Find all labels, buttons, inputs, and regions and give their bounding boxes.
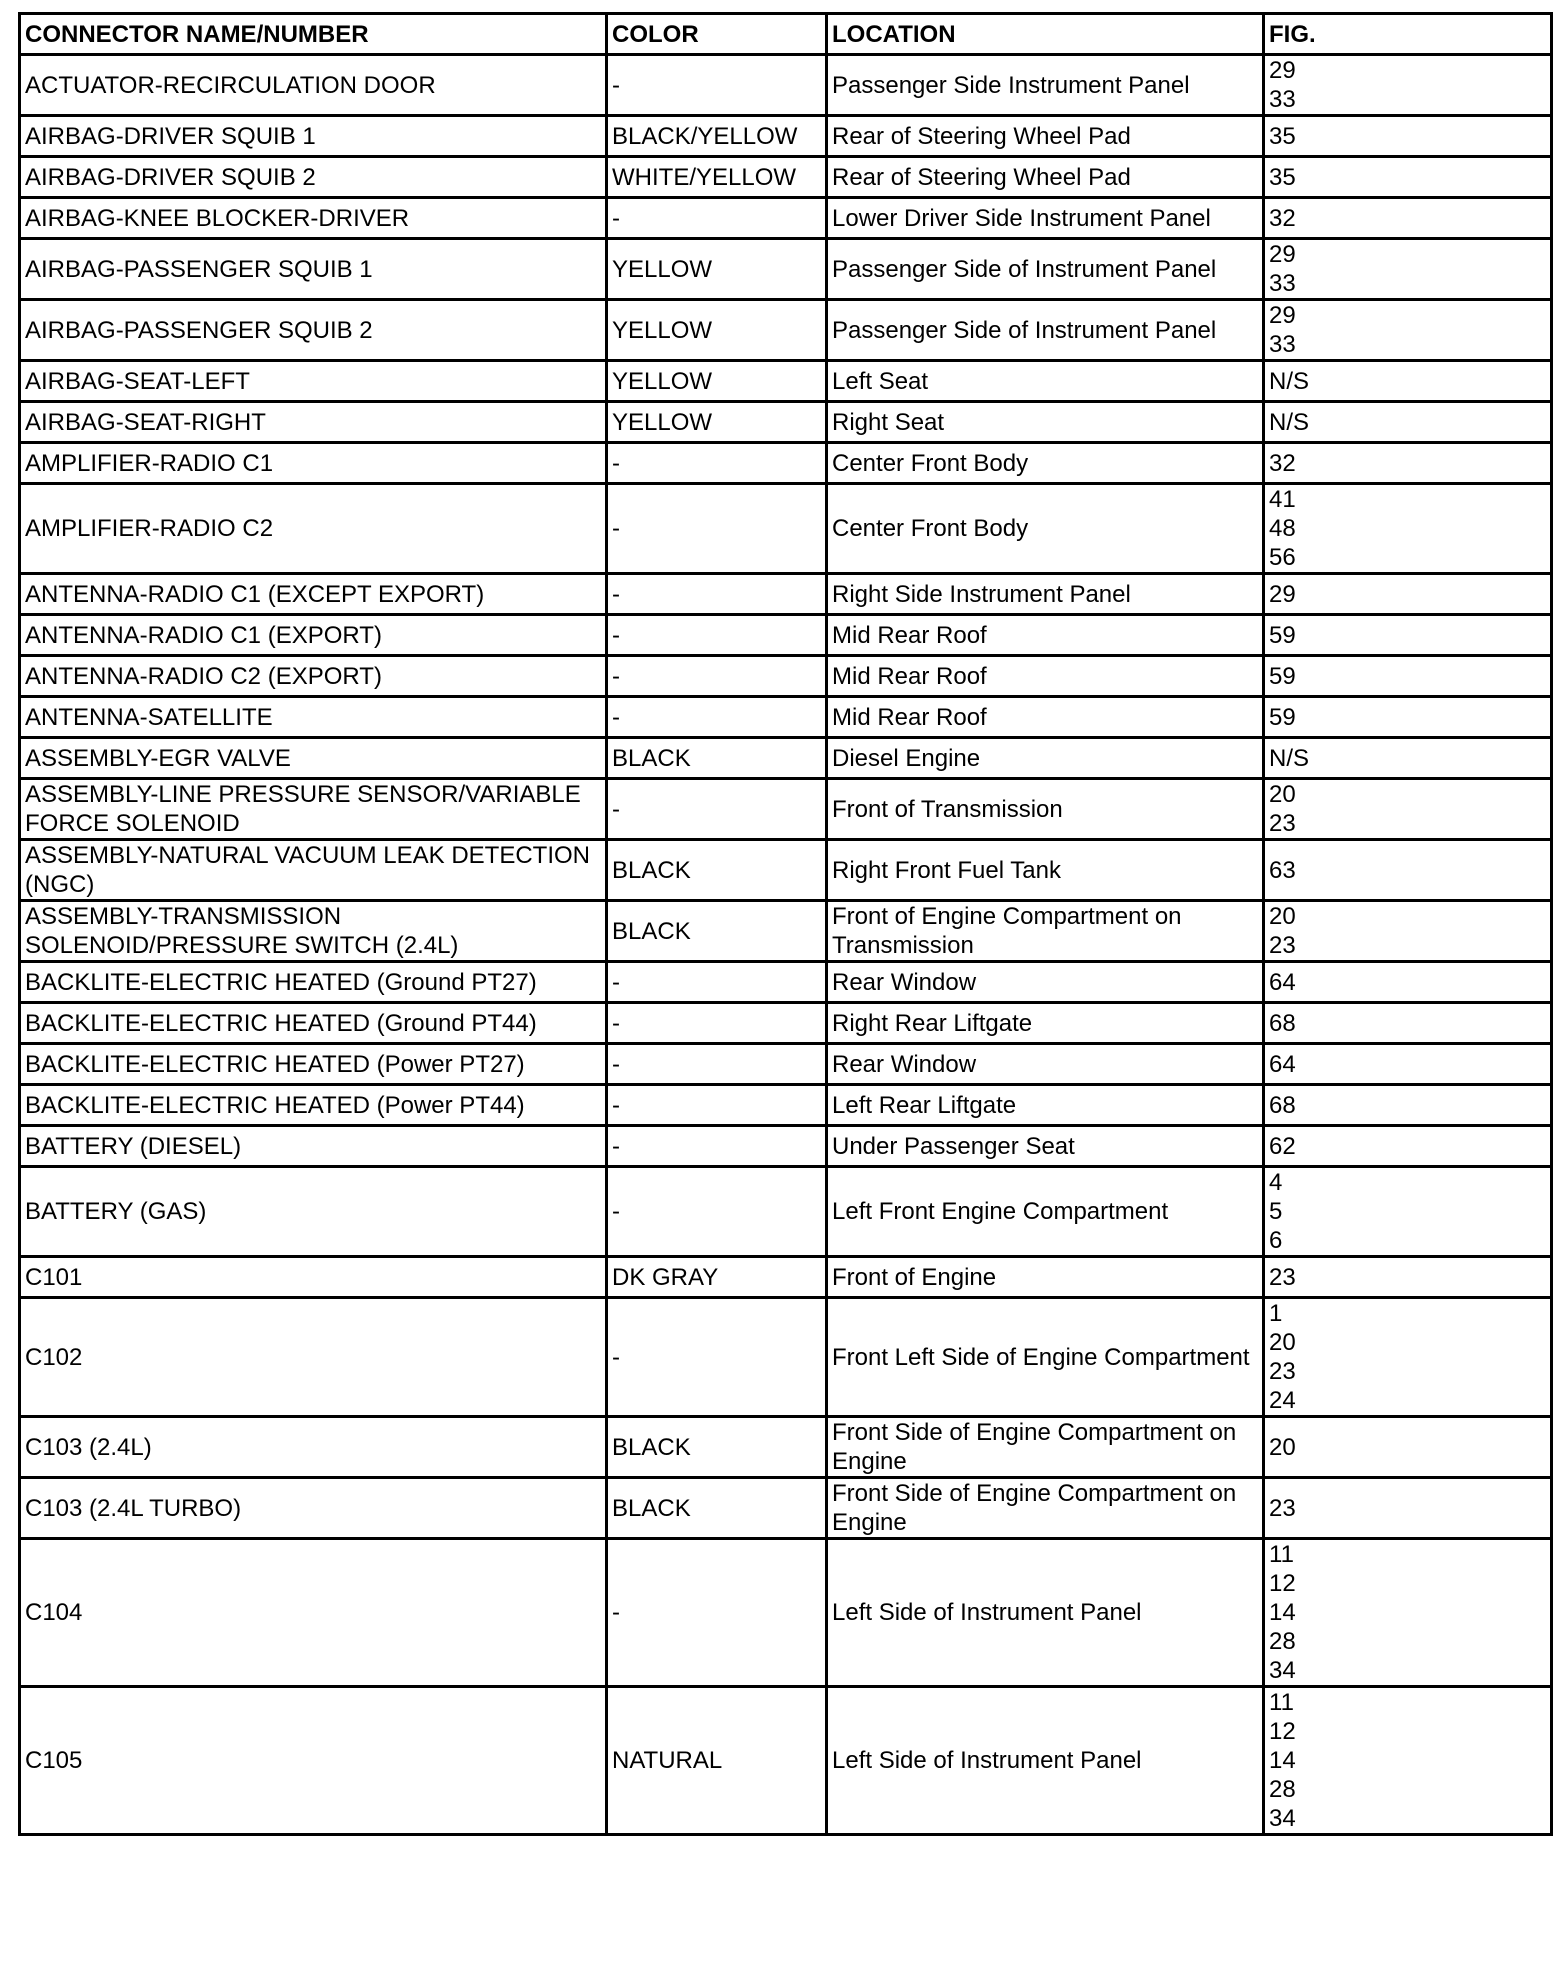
table-row	[20, 1539, 1552, 1687]
fig-cell	[1264, 198, 1552, 239]
fig-number: 12	[1269, 1718, 1296, 1745]
fig-number: 63	[1269, 856, 1296, 884]
connector-name-cell: ASSEMBLY-LINE PRESSURE SENSOR/VARIABLE FORCE SOLENOID	[20, 779, 607, 840]
header-connector-name: CONNECTOR NAME/NUMBER	[20, 14, 607, 55]
header-row	[20, 14, 1552, 55]
table-row	[20, 615, 1552, 656]
table-row	[20, 1298, 1552, 1417]
location-cell: Left Seat	[827, 361, 1264, 402]
table-row	[20, 443, 1552, 484]
fig-number: 34	[1269, 1657, 1296, 1684]
fig-number: 64	[1269, 1050, 1296, 1078]
table-body	[20, 55, 1552, 1835]
color-cell: YELLOW	[607, 239, 827, 300]
fig-number: 23	[1269, 932, 1296, 959]
fig-number: 59	[1269, 662, 1296, 690]
fig-number: N/S	[1269, 744, 1310, 772]
location-cell: Left Front Engine Compartment	[827, 1167, 1264, 1257]
fig-number: 24	[1269, 1387, 1296, 1414]
color-cell: BLACK/YELLOW	[607, 116, 827, 157]
fig-number: 23	[1269, 810, 1296, 837]
fig-number: 32	[1269, 204, 1296, 232]
location-cell: Left Rear Liftgate	[827, 1085, 1264, 1126]
connector-name-cell: AMPLIFIER-RADIO C2	[20, 484, 607, 574]
connector-name-cell: AIRBAG-KNEE BLOCKER-DRIVER	[20, 198, 607, 239]
connector-name-cell: C105	[20, 1687, 607, 1835]
table-row	[20, 840, 1552, 901]
connector-name-cell: AIRBAG-DRIVER SQUIB 2	[20, 157, 607, 198]
fig-number: 20	[1269, 1329, 1296, 1356]
table-row	[20, 1417, 1552, 1478]
fig-cell	[1264, 901, 1552, 962]
connector-name-cell: AIRBAG-DRIVER SQUIB 1	[20, 116, 607, 157]
fig-number: 29	[1269, 580, 1296, 608]
color-cell: -	[607, 1044, 827, 1085]
location-cell: Front of Engine Compartment on Transmission	[827, 901, 1264, 962]
location-cell: Center Front Body	[827, 443, 1264, 484]
connector-name-cell: BACKLITE-ELECTRIC HEATED (Ground PT27)	[20, 962, 607, 1003]
fig-cell	[1264, 116, 1552, 157]
fig-cell	[1264, 1044, 1552, 1085]
fig-cell	[1264, 1085, 1552, 1126]
location-cell: Front of Engine	[827, 1257, 1264, 1298]
table-row	[20, 656, 1552, 697]
fig-number: 5	[1269, 1198, 1283, 1225]
table-header	[20, 14, 1552, 55]
connector-name-cell: AIRBAG-SEAT-LEFT	[20, 361, 607, 402]
fig-cell	[1264, 1539, 1552, 1687]
fig-number: 33	[1269, 331, 1296, 358]
fig-cell	[1264, 738, 1552, 779]
fig-cell	[1264, 1298, 1552, 1417]
color-cell: -	[607, 1085, 827, 1126]
color-cell: BLACK	[607, 1417, 827, 1478]
fig-number: 34	[1269, 1805, 1296, 1832]
color-cell: -	[607, 962, 827, 1003]
table-row	[20, 962, 1552, 1003]
fig-number: 64	[1269, 968, 1296, 996]
fig-cell	[1264, 55, 1552, 116]
table-row	[20, 1003, 1552, 1044]
fig-number: 59	[1269, 621, 1296, 649]
table-row	[20, 574, 1552, 615]
header-color: COLOR	[607, 14, 827, 55]
location-cell: Mid Rear Roof	[827, 697, 1264, 738]
fig-cell	[1264, 1257, 1552, 1298]
fig-number: 28	[1269, 1628, 1296, 1655]
fig-number: 1	[1269, 1300, 1283, 1327]
location-cell: Lower Driver Side Instrument Panel	[827, 198, 1264, 239]
table-row	[20, 239, 1552, 300]
fig-number: 20	[1269, 781, 1296, 808]
table-row	[20, 738, 1552, 779]
location-cell: Passenger Side Instrument Panel	[827, 55, 1264, 116]
fig-number: 35	[1269, 163, 1296, 191]
fig-number: 41	[1269, 486, 1296, 513]
table-row	[20, 1085, 1552, 1126]
location-cell: Front of Transmission	[827, 779, 1264, 840]
fig-number: 6	[1269, 1227, 1283, 1254]
fig-cell	[1264, 697, 1552, 738]
table-row	[20, 198, 1552, 239]
table-row	[20, 697, 1552, 738]
connector-name-cell: C101	[20, 1257, 607, 1298]
fig-number: 28	[1269, 1776, 1296, 1803]
fig-cell	[1264, 656, 1552, 697]
fig-cell	[1264, 1417, 1552, 1478]
fig-cell	[1264, 962, 1552, 1003]
connector-name-cell: C103 (2.4L TURBO)	[20, 1478, 607, 1539]
color-cell: -	[607, 574, 827, 615]
location-cell: Under Passenger Seat	[827, 1126, 1264, 1167]
fig-number: 68	[1269, 1009, 1296, 1037]
color-cell: -	[607, 1298, 827, 1417]
connector-name-cell: AIRBAG-PASSENGER SQUIB 2	[20, 300, 607, 361]
color-cell: -	[607, 1167, 827, 1257]
location-cell: Rear Window	[827, 962, 1264, 1003]
color-cell: -	[607, 1539, 827, 1687]
fig-number: 14	[1269, 1747, 1296, 1774]
fig-number: 12	[1269, 1570, 1296, 1597]
location-cell: Left Side of Instrument Panel	[827, 1687, 1264, 1835]
connector-name-cell: AMPLIFIER-RADIO C1	[20, 443, 607, 484]
location-cell: Right Side Instrument Panel	[827, 574, 1264, 615]
table-row	[20, 779, 1552, 840]
connector-name-cell: AIRBAG-PASSENGER SQUIB 1	[20, 239, 607, 300]
color-cell: -	[607, 55, 827, 116]
color-cell: -	[607, 198, 827, 239]
table-row	[20, 901, 1552, 962]
color-cell: BLACK	[607, 840, 827, 901]
connector-name-cell: BACKLITE-ELECTRIC HEATED (Power PT27)	[20, 1044, 607, 1085]
connector-name-cell: BACKLITE-ELECTRIC HEATED (Ground PT44)	[20, 1003, 607, 1044]
color-cell: NATURAL	[607, 1687, 827, 1835]
fig-number: 11	[1269, 1689, 1294, 1716]
connector-name-cell: BATTERY (GAS)	[20, 1167, 607, 1257]
fig-cell	[1264, 1126, 1552, 1167]
location-cell: Mid Rear Roof	[827, 615, 1264, 656]
fig-number: 56	[1269, 544, 1296, 571]
fig-cell	[1264, 443, 1552, 484]
table-row	[20, 402, 1552, 443]
fig-number: 20	[1269, 903, 1296, 930]
location-cell: Front Left Side of Engine Compartment	[827, 1298, 1264, 1417]
fig-cell	[1264, 300, 1552, 361]
table-row	[20, 1257, 1552, 1298]
fig-number: 4	[1269, 1169, 1283, 1196]
fig-cell	[1264, 574, 1552, 615]
color-cell: -	[607, 484, 827, 574]
color-cell: YELLOW	[607, 300, 827, 361]
connector-name-cell: BATTERY (DIESEL)	[20, 1126, 607, 1167]
fig-cell	[1264, 239, 1552, 300]
color-cell: -	[607, 779, 827, 840]
table-row	[20, 1126, 1552, 1167]
fig-cell	[1264, 779, 1552, 840]
fig-number: 62	[1269, 1132, 1296, 1160]
color-cell: DK GRAY	[607, 1257, 827, 1298]
fig-cell	[1264, 157, 1552, 198]
location-cell: Rear Window	[827, 1044, 1264, 1085]
connector-name-cell: ASSEMBLY-TRANSMISSION SOLENOID/PRESSURE SWITCH (2.4L)	[20, 901, 607, 962]
color-cell: BLACK	[607, 1478, 827, 1539]
location-cell: Passenger Side of Instrument Panel	[827, 300, 1264, 361]
fig-cell	[1264, 361, 1552, 402]
location-cell: Right Seat	[827, 402, 1264, 443]
fig-cell	[1264, 402, 1552, 443]
fig-number: 68	[1269, 1091, 1296, 1119]
connector-name-cell: ANTENNA-RADIO C1 (EXCEPT EXPORT)	[20, 574, 607, 615]
connector-name-cell: ANTENNA-SATELLITE	[20, 697, 607, 738]
location-cell: Right Rear Liftgate	[827, 1003, 1264, 1044]
fig-number: 14	[1269, 1599, 1296, 1626]
location-cell: Center Front Body	[827, 484, 1264, 574]
color-cell: BLACK	[607, 738, 827, 779]
fig-number: 29	[1269, 241, 1296, 268]
color-cell: YELLOW	[607, 361, 827, 402]
fig-cell	[1264, 840, 1552, 901]
fig-cell	[1264, 615, 1552, 656]
color-cell: YELLOW	[607, 402, 827, 443]
connector-table	[18, 12, 1553, 1836]
color-cell: -	[607, 615, 827, 656]
location-cell: Right Front Fuel Tank	[827, 840, 1264, 901]
connector-name-cell: ANTENNA-RADIO C1 (EXPORT)	[20, 615, 607, 656]
color-cell: WHITE/YELLOW	[607, 157, 827, 198]
table-row	[20, 300, 1552, 361]
connector-name-cell: AIRBAG-SEAT-RIGHT	[20, 402, 607, 443]
location-cell: Rear of Steering Wheel Pad	[827, 116, 1264, 157]
table-row	[20, 1478, 1552, 1539]
fig-number: 35	[1269, 122, 1296, 150]
table-row	[20, 55, 1552, 116]
fig-number: 23	[1269, 1263, 1296, 1291]
table-row	[20, 1687, 1552, 1835]
fig-number: 23	[1269, 1494, 1296, 1522]
fig-number: 33	[1269, 86, 1296, 113]
fig-number: 29	[1269, 57, 1296, 84]
location-cell: Diesel Engine	[827, 738, 1264, 779]
color-cell: -	[607, 443, 827, 484]
location-cell: Rear of Steering Wheel Pad	[827, 157, 1264, 198]
color-cell: -	[607, 697, 827, 738]
fig-number: 23	[1269, 1358, 1296, 1385]
fig-cell	[1264, 484, 1552, 574]
table-row	[20, 484, 1552, 574]
location-cell: Front Side of Engine Compartment on Engine	[827, 1478, 1264, 1539]
connector-name-cell: ASSEMBLY-EGR VALVE	[20, 738, 607, 779]
connector-name-cell: ANTENNA-RADIO C2 (EXPORT)	[20, 656, 607, 697]
fig-number: 48	[1269, 515, 1296, 542]
connector-name-cell: ACTUATOR-RECIRCULATION DOOR	[20, 55, 607, 116]
table-row	[20, 1044, 1552, 1085]
connector-name-cell: C104	[20, 1539, 607, 1687]
header-location: LOCATION	[827, 14, 1264, 55]
fig-number: N/S	[1269, 367, 1310, 395]
table-row	[20, 361, 1552, 402]
location-cell: Mid Rear Roof	[827, 656, 1264, 697]
fig-number: 20	[1269, 1433, 1296, 1461]
location-cell: Passenger Side of Instrument Panel	[827, 239, 1264, 300]
fig-number: 59	[1269, 703, 1296, 731]
location-cell: Front Side of Engine Compartment on Engine	[827, 1417, 1264, 1478]
connector-name-cell: C102	[20, 1298, 607, 1417]
fig-cell	[1264, 1003, 1552, 1044]
color-cell: -	[607, 1003, 827, 1044]
fig-cell	[1264, 1167, 1552, 1257]
color-cell: -	[607, 1126, 827, 1167]
connector-name-cell: BACKLITE-ELECTRIC HEATED (Power PT44)	[20, 1085, 607, 1126]
fig-cell	[1264, 1687, 1552, 1835]
header-fig: FIG.	[1264, 14, 1552, 55]
fig-cell	[1264, 1478, 1552, 1539]
connector-name-cell: ASSEMBLY-NATURAL VACUUM LEAK DETECTION (NGC)	[20, 840, 607, 901]
table-row	[20, 157, 1552, 198]
table-row	[20, 1167, 1552, 1257]
connector-name-cell: C103 (2.4L)	[20, 1417, 607, 1478]
table-row	[20, 116, 1552, 157]
color-cell: -	[607, 656, 827, 697]
fig-number: 29	[1269, 302, 1296, 329]
fig-number: 11	[1269, 1541, 1294, 1568]
fig-number: 32	[1269, 449, 1296, 477]
color-cell: BLACK	[607, 901, 827, 962]
fig-number: 33	[1269, 270, 1296, 297]
location-cell: Left Side of Instrument Panel	[827, 1539, 1264, 1687]
fig-number: N/S	[1269, 408, 1310, 436]
